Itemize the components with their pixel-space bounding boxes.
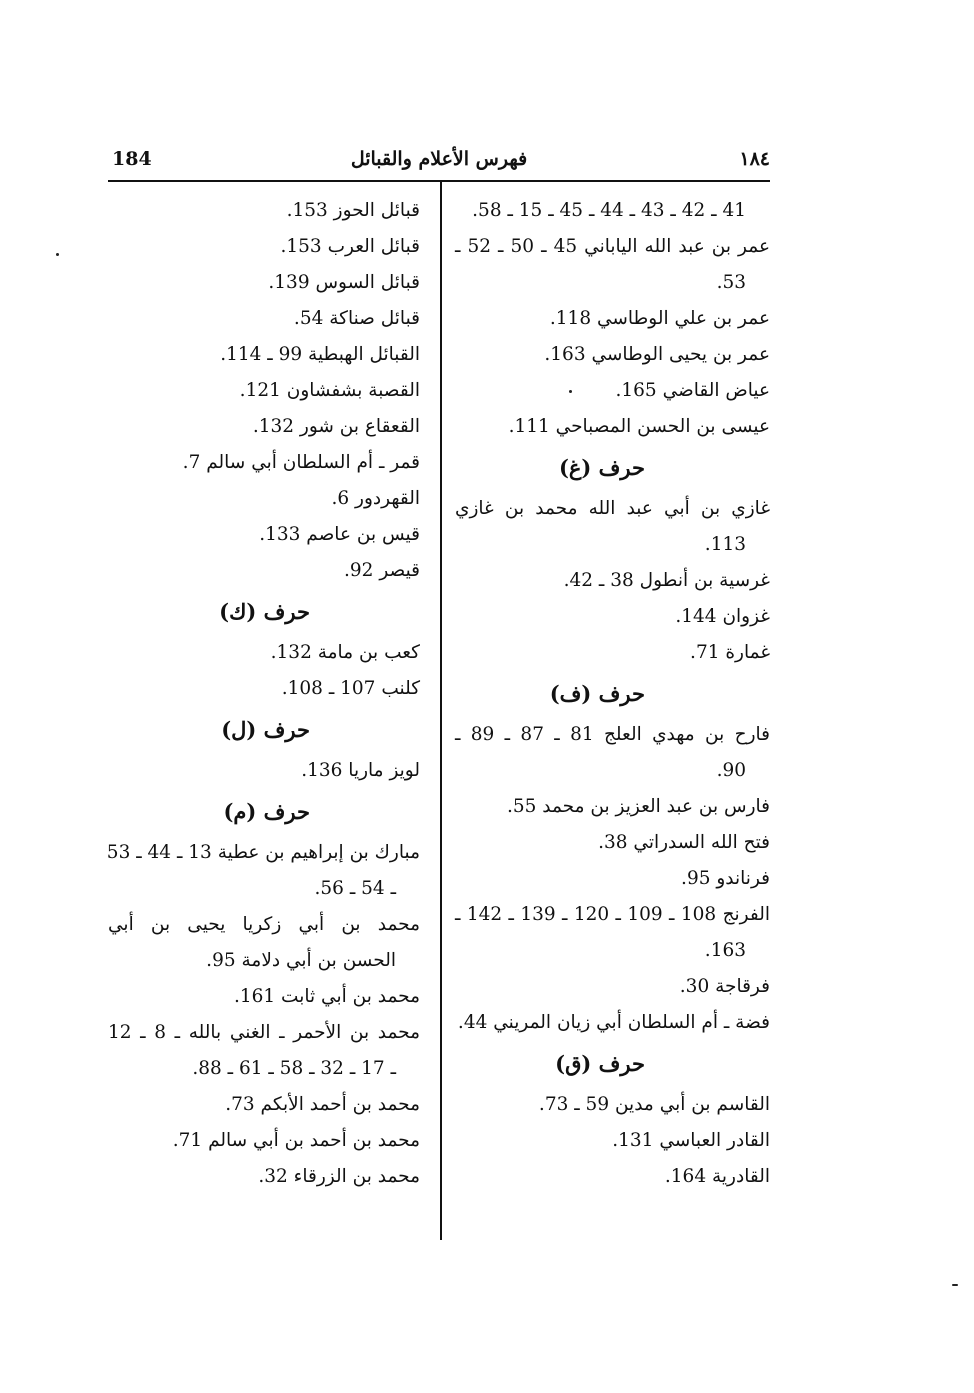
index-entry: 41 ـ 42 ـ 43 ـ 44 ـ 45 ـ 15 ـ 58. [472, 200, 746, 221]
index-entry [455, 229, 770, 301]
index-entry: محمد بن أحمد بن أبي سالم 71. [172, 1130, 420, 1151]
letter-heading: حرف (ل) [221, 717, 310, 742]
index-entry: قبائل صناكة 54. [293, 308, 420, 329]
index-entry: القهردور 6. [331, 488, 420, 509]
index-entry: عمر بن علي الوطاسي 118. [549, 308, 770, 329]
index-entry [108, 835, 420, 907]
index-entry: فارس بن عبد العزيز بن محمد 55. [506, 796, 770, 817]
index-entry: قبائل السوس 139. [268, 272, 420, 293]
index-entry: لويز ماريا 136. [301, 760, 420, 781]
index-entry: القصبة بشفشاون 121. [239, 380, 420, 401]
index-entry: القادر العباسي 131. [612, 1130, 770, 1151]
index-entry: محمد بن أبي ثابت 161. [233, 986, 420, 1007]
index-entry-continuation: الحسن بن أبي دلامة 95. [206, 950, 396, 971]
scan-speck [569, 390, 572, 393]
index-entry: محمد بن الزرقاء 32. [258, 1166, 420, 1187]
index-entry: القبائل الهبطية 99 ـ 114. [220, 344, 420, 365]
index-entry: غمارة 71. [690, 642, 770, 663]
index-entry: عياض القاضي 165. [615, 380, 770, 401]
index-entry: محمد بن أحمد الأبكم 73. [225, 1094, 420, 1115]
index-entry: فتح الله السدراتي 38. [598, 832, 770, 853]
letter-heading: حرف (م) [223, 799, 310, 824]
index-entry [108, 907, 420, 979]
index-entry: عمر بن يحيى الوطاسي 163. [544, 344, 770, 365]
index-entry: غزوان 144. [675, 606, 770, 627]
index-entry: فضة ـ أم السلطان أبي زيان المريني 44. [457, 1012, 770, 1033]
running-title: فهرس الأعلام والقبائل [350, 148, 528, 170]
index-entry: كلنب 107 ـ 108. [281, 678, 420, 699]
column-divider [440, 182, 442, 1240]
index-entry-continuation: 113. [704, 534, 746, 555]
index-entry: غرسية بن أنطول 38 ـ 42. [563, 570, 770, 591]
letter-heading: حرف (غ) [558, 455, 645, 480]
index-entry: القعقاع بن شور 132. [252, 416, 420, 437]
scan-speck [56, 253, 59, 256]
index-entry: قيس بن عاصم 133. [259, 524, 420, 545]
index-entry: قبائل الحوز 153. [286, 200, 420, 221]
index-entry-continuation: 90. [716, 760, 746, 781]
index-entry [108, 1015, 420, 1087]
index-entry: القادرية 164. [664, 1166, 770, 1187]
index-column-left [108, 193, 420, 1195]
header-rule [108, 180, 770, 182]
index-entry-continuation: ـ 54 ـ 56. [314, 878, 396, 899]
index-entry-line: مبارك بن إبراهيم بن عطية 13 ـ 44 ـ 53 [106, 842, 420, 863]
index-entry [455, 491, 770, 563]
index-entry [455, 897, 770, 969]
index-entry: عيسى بن الحسن المصباحي 111. [508, 416, 770, 437]
index-entry: قيصر 92. [344, 560, 420, 581]
scan-speck [952, 1284, 958, 1286]
index-entry-line: عمر بن عبد الله الياباني 45 ـ 50 ـ 52 ـ [455, 236, 770, 257]
index-entry-continuation: 53. [716, 272, 746, 293]
index-entry-continuation: ـ 17 ـ 32 ـ 58 ـ 61 ـ 88. [192, 1058, 396, 1079]
index-entry-line: فارح بن مهدي العلج 81 ـ 87 ـ 89 ـ [455, 724, 770, 745]
index-entry [455, 717, 770, 789]
index-entry-line: محمد بن أبي زكريا يحيى بن أبي [108, 914, 420, 935]
page-number-latin: 184 [112, 148, 152, 170]
page-header [108, 148, 770, 178]
index-entry-line: محمد بن الأحمر ـ الغني بالله ـ 8 ـ 12 [108, 1022, 420, 1043]
index-entry: فرناندو 95. [681, 868, 770, 889]
index-entry-line: غازي بن أبي عبد الله محمد بن غازي [455, 498, 770, 519]
index-entry: القاسم بن أبي مدين 59 ـ 73. [538, 1094, 770, 1115]
index-entry: قبائل العرب 153. [280, 236, 420, 257]
letter-heading: حرف (ق) [555, 1051, 645, 1076]
index-entry: كعب بن مامة 132. [270, 642, 420, 663]
index-column-right [455, 193, 770, 1195]
page-number-arabic: ١٨٤ [739, 148, 770, 170]
letter-heading: حرف (ك) [219, 599, 310, 624]
index-entry: فرقاجة 30. [679, 976, 770, 997]
letter-heading: حرف (ف) [549, 681, 645, 706]
index-entry-continuation: 163. [704, 940, 746, 961]
index-entry-line: الفرنج 108 ـ 109 ـ 120 ـ 139 ـ 142 ـ [455, 904, 771, 925]
index-entry: قمر ـ أم السلطان أبي سالم 7. [182, 452, 420, 473]
